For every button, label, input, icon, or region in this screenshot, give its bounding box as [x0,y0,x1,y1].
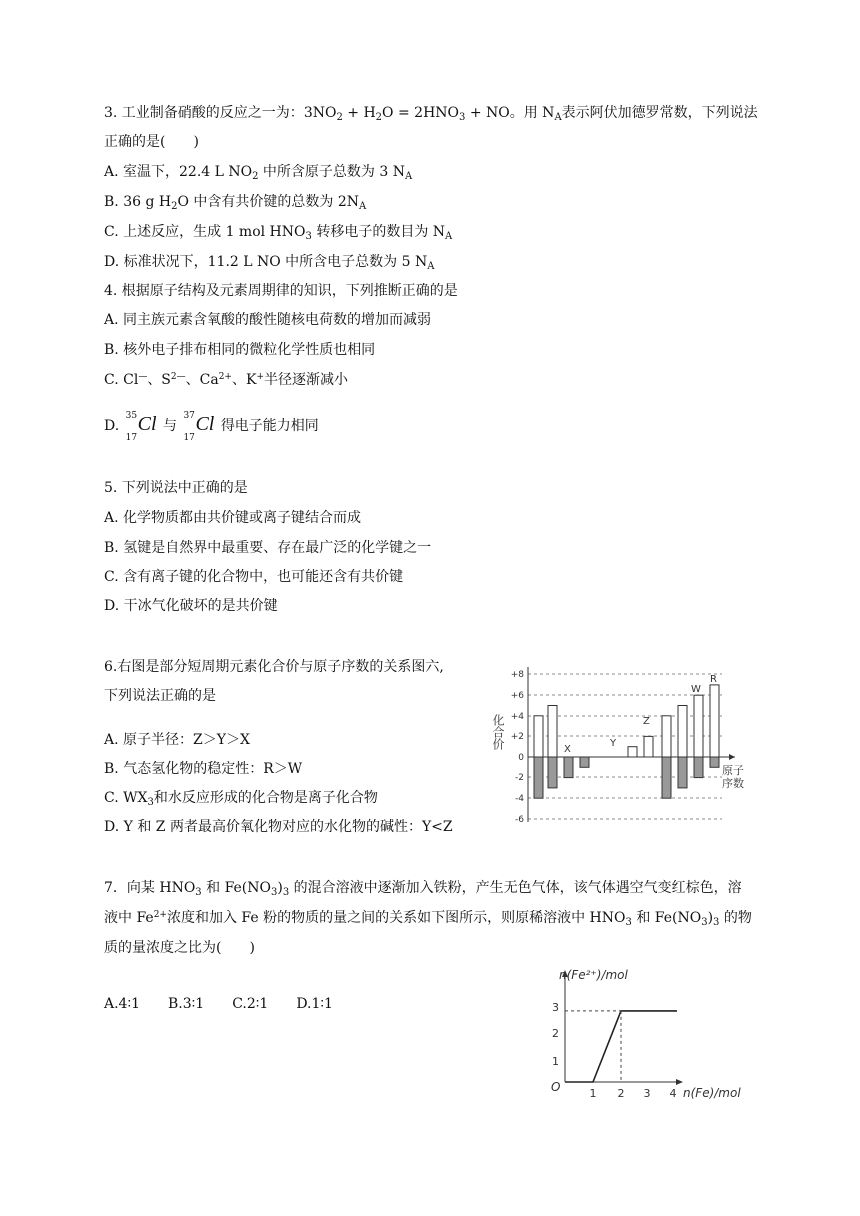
ytick: -2 [515,773,524,783]
q6-option-c: C. $WX_3$和水反应形成的化合物是离子化合物 [104,790,378,808]
q6-option-d: D. Y 和 Z 两者最高价氧化物对应的水化物的碱性：Y<Z [104,819,453,835]
q4-option-c: C. Cl—、$S^{2—}$、$Ca^{2+}$、K+半径逐渐减小 [104,372,348,388]
q3-option-c: C. 上述反应，生成 1 mol $HNO_3$ 转移电子的数目为 $N_A$ [104,224,453,242]
fe-chart [545,965,785,1105]
bar-positive [644,736,653,757]
bar-negative [564,757,573,778]
q6-stem: 6.右图是部分短周期元素化合价与原子序数的关系图六, [104,659,444,675]
q4-stem: 4. 根据原子结构及元素周期律的知识，下列推断正确的是 [104,283,458,299]
q7-stem-line3: 质的量浓度之比为( ) [104,940,255,956]
fe-origin: O [551,1080,561,1094]
ytick: +6 [510,691,524,701]
bar-negative [580,757,589,767]
bar-positive [628,747,637,757]
xtick: 4 [669,1087,677,1100]
bar-positive [694,695,703,757]
bar-positive [710,685,719,757]
bar-positive [548,706,557,758]
label-z: Z [643,716,650,727]
q3-option-b: B. 36 g $H_2O$ 中含有共价键的总数为 $2N_A$ [104,194,367,212]
q6-stem-line2: 下列说法正确的是 [104,688,216,704]
q3-stem-line2: 正确的是( ) [104,134,199,150]
q7-options: A.4∶1 B.3∶1 C.2∶1 D.1∶1 [104,996,333,1012]
q4-option-d: D. 35 17 Cl 与 37 17 Cl 得电子能力相同 [104,411,319,443]
ytick: 0 [518,753,524,763]
bar-positive [534,716,543,757]
ytick: -6 [515,815,524,824]
valence-xlabel-1: 原子 [722,764,744,777]
q4-option-b: B. 核外电子排布相同的微粒化学性质也相同 [104,342,376,358]
fe-ylabel: n(Fe²⁺)/mol [559,968,628,982]
valence-chart [490,664,750,824]
q5-stem: 5. 下列说法中正确的是 [104,480,248,496]
xtick: 3 [643,1087,651,1100]
q6-option-b: B. 气态氢化物的稳定性：R＞W [104,761,303,777]
q5-option-c: C. 含有离子键的化合物中，也可能还含有共价键 [104,569,404,585]
xtick: 1 [589,1087,597,1100]
bar-negative [694,757,703,778]
ytick: +8 [510,670,524,680]
q3-option-a: A. 室温下，22.4 L $NO_2$ 中所含原子总数为 3 $N_A$ [104,164,413,182]
ytick: -4 [515,794,524,804]
isotope-cl35: 35 17 Cl [125,411,157,443]
ytick: +4 [510,712,524,722]
q3-option-d: D. 标准状况下，11.2 L NO 中所含电子总数为 5 $N_A$ [104,254,435,272]
ytick: 3 [552,1001,559,1014]
q7-stem-line2: 液中 $Fe^{2+}$浓度和加入 Fe 粉的物质的量之间的关系如下图所示，则原稀溶液中 $HNO_3$ 和 $Fe(NO_3)_3$ 的物 [104,910,752,928]
q5-option-a: A. 化学物质都由共价键或离子键结合而成 [104,510,362,526]
ytick: +2 [510,732,524,742]
fe-x-arrow [676,1079,683,1085]
q6-option-a: A. 原子半径：Z＞Y＞X [104,732,250,748]
bar-negative [678,757,687,788]
label-y: Y [610,738,617,749]
bar-positive [662,716,671,757]
label-x: X [564,744,571,755]
q4-option-a: A. 同主族元素含氧酸的酸性随核电荷数的增加而减弱 [104,312,432,328]
ytick: 1 [552,1055,559,1068]
q3-stem: 3. 工业制备硝酸的反应之一为：$3NO_2 + H_2O = 2HNO_3$ + NO。用 $N_A$表示阿伏加德罗常数，下列说法 [104,105,758,123]
bar-negative [548,757,557,788]
bar-positive [678,706,687,758]
q5-option-b: B. 氢键是自然界中最重要、存在最广泛的化学键之一 [104,540,432,556]
xtick: 2 [617,1087,625,1100]
q7-stem: 7．向某 $HNO_3$ 和 $Fe(NO_3)_3$ 的混合溶液中逐渐加入铁粉，产生无色气体，该气体遇空气变红棕色，溶 [104,880,742,898]
bar-negative [534,757,543,798]
valence-xlabel-2: 序数 [722,777,744,790]
valence-bars [534,685,719,798]
isotope-cl37: 37 17 Cl [183,411,215,443]
ytick: 2 [552,1027,559,1040]
fe-plot [565,1011,677,1082]
label-w: W [691,684,701,695]
bar-negative [662,757,671,798]
bar-negative [710,757,719,767]
q5-option-d: D. 干冰气化破坏的是共价键 [104,598,278,614]
fe-xlabel: n(Fe)/mol [683,1086,741,1100]
label-r: R [710,674,717,685]
valence-x-arrow [729,754,735,760]
valence-ylabel: 化合价 [491,714,505,750]
